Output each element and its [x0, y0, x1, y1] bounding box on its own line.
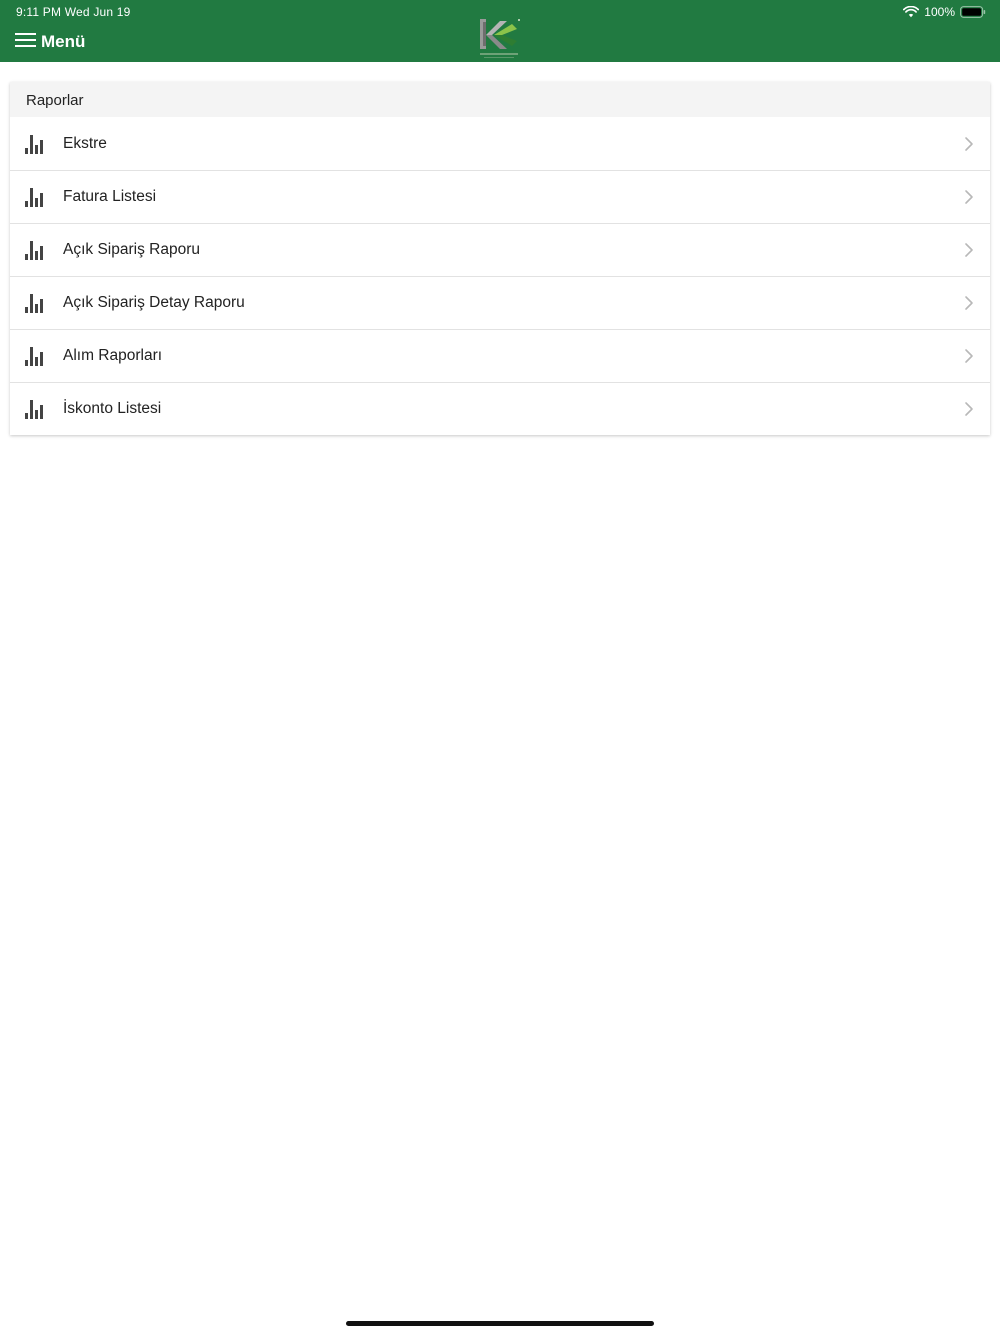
chevron-right-icon: [964, 295, 974, 311]
report-item-fatura-listesi[interactable]: [10, 170, 990, 223]
bar-chart-icon: [25, 293, 47, 313]
wifi-icon: [903, 6, 919, 18]
reports-header: Raporlar: [10, 82, 990, 117]
bar-chart-icon: [25, 134, 47, 154]
bar-chart-icon: [25, 187, 47, 207]
menu-label: Menü: [41, 32, 86, 51]
bar-chart-icon: [25, 399, 47, 419]
report-item-iskonto-listesi[interactable]: [10, 382, 990, 435]
hamburger-icon: [15, 32, 36, 53]
bar-chart-icon: [25, 240, 47, 260]
report-item-label: Açık Sipariş Detay Raporu: [63, 294, 245, 311]
top-bar: [0, 0, 1000, 62]
report-item-label: Açık Sipariş Raporu: [63, 241, 200, 258]
report-item-label: İskonto Listesi: [63, 400, 162, 417]
report-item-acik-siparis-detay-raporu[interactable]: [10, 276, 990, 329]
status-indicators: [903, 4, 986, 20]
bar-chart-icon: [25, 346, 47, 366]
report-item-label: Fatura Listesi: [63, 188, 157, 205]
reports-card: [10, 82, 990, 435]
chevron-right-icon: [964, 242, 974, 258]
menu-button[interactable]: [15, 31, 85, 53]
reports-list: [10, 117, 990, 435]
report-item-label: Alım Raporları: [63, 347, 163, 364]
chevron-right-icon: [964, 189, 974, 205]
battery-percentage: 100%: [924, 5, 955, 19]
report-item-ekstre[interactable]: [10, 117, 990, 170]
chevron-right-icon: [964, 348, 974, 364]
home-indicator[interactable]: [346, 1321, 654, 1326]
chevron-right-icon: [964, 136, 974, 152]
report-item-label: Ekstre: [63, 134, 107, 152]
report-item-alim-raporlari[interactable]: [10, 329, 990, 382]
battery-icon: [960, 6, 986, 18]
chevron-right-icon: [964, 401, 974, 417]
report-item-acik-siparis-raporu[interactable]: [10, 223, 990, 276]
status-time: 9:11 PM Wed Jun 19: [16, 5, 131, 19]
brand-logo: [476, 16, 524, 60]
